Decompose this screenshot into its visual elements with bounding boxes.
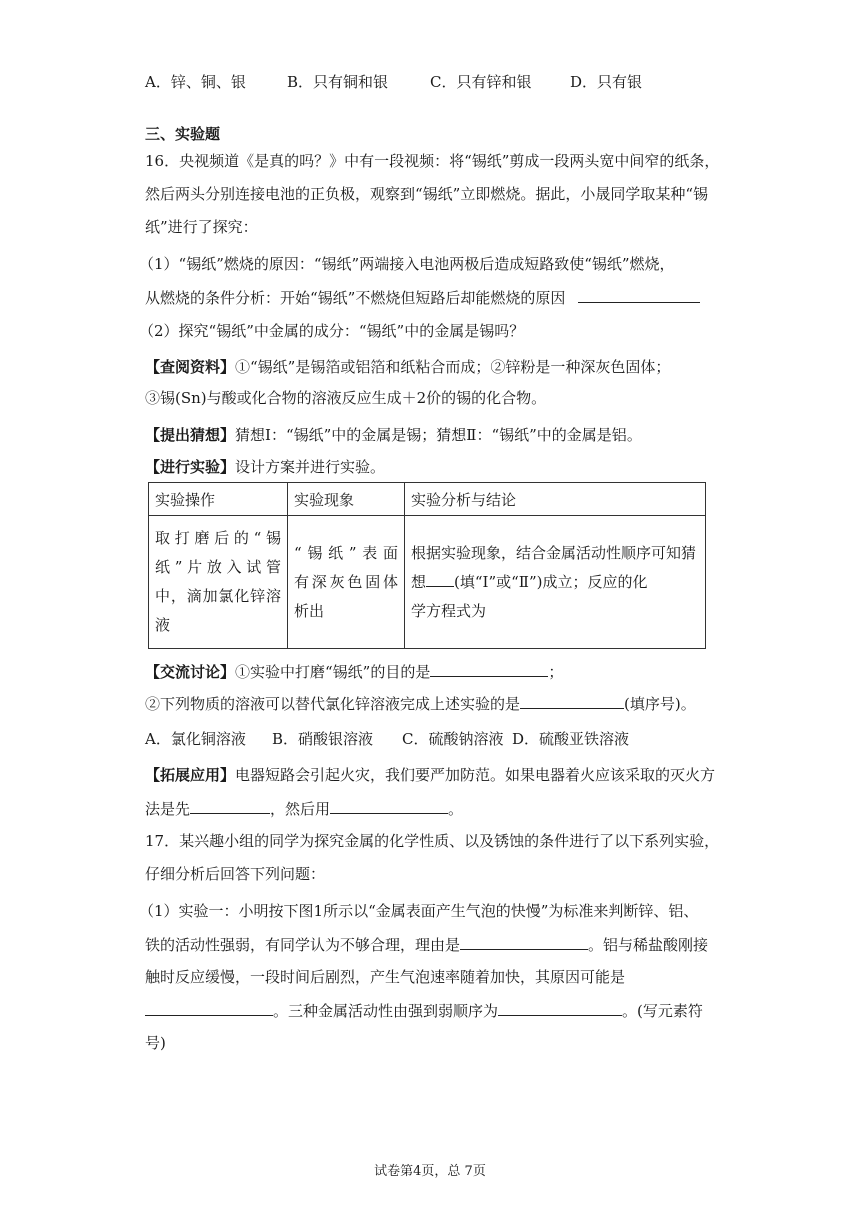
q16-stem-line-3: 纸”进行了探究： <box>145 218 258 236</box>
experiment-text: 设计方案并进行实验。 <box>235 458 386 476</box>
q16-hypothesis <box>145 424 642 446</box>
answer-blank-activity-order[interactable] <box>498 999 622 1016</box>
table-row <box>149 516 706 649</box>
q16-info-line-1 <box>145 356 670 378</box>
experiment-label: 【进行实验】 <box>145 458 236 476</box>
answer-blank-cause[interactable] <box>145 999 273 1016</box>
q15-option-b: B．只有铜和银 <box>287 73 389 91</box>
q15-option-a: A．锌、铜、银 <box>145 73 246 91</box>
discussion-text-a: ①实验中打磨“锡纸”的目的是 <box>235 663 431 681</box>
application-label: 【拓展应用】 <box>145 766 236 784</box>
q16-stem-line-1: 16．央视频道《是真的吗？》中有一段视频：将“锡纸”剪成一段两头宽中间窄的纸条， <box>145 152 720 170</box>
table-cell-phenomenon <box>288 516 405 649</box>
conclusion-line-2 <box>411 568 699 597</box>
q17-part1-line-3: 触时反应缓慢，一段时间后剧烈，产生气泡速率随着加快，其原因可能是 <box>145 968 626 986</box>
q17-part1-line-5: 号) <box>145 1034 166 1052</box>
answer-blank-reason[interactable] <box>460 933 588 950</box>
page-footer: 试卷第4页，总 7页 <box>374 1164 486 1179</box>
q17-part1-line-2 <box>145 933 708 956</box>
q17-stem-line-2: 仔细分析后回答下列问题： <box>145 865 326 883</box>
discussion-text-a-end: ； <box>548 663 564 681</box>
answer-blank-substitute[interactable] <box>520 692 624 709</box>
table-header-phenomenon: 实验现象 <box>288 483 405 516</box>
application-text-b3: 。 <box>448 800 464 818</box>
disc-option-c: C．硫酸钠溶液 <box>402 730 504 748</box>
disc-option-b: B．硝酸银溶液 <box>272 730 374 748</box>
application-text-a: 电器短路会引起火灾，我们要严加防范。如果电器着火应该采取的灭火方 <box>235 766 716 784</box>
application-text-b2: ，然后用 <box>270 800 331 818</box>
conclusion-line-3: 学方程式为 <box>411 601 487 620</box>
q17-part1-text-b2: 。铝与稀盐酸刚接 <box>588 936 709 954</box>
answer-blank-first-step[interactable] <box>190 797 270 814</box>
table-header-conclusion: 实验分析与结论 <box>405 483 706 516</box>
q16-discussion-line-2 <box>145 692 696 715</box>
q16-stem-line-2: 然后两头分别连接电池的正负极，观察到“锡纸”立即燃烧。据此，小晟同学取某种“锡 <box>145 185 709 203</box>
disc-option-a: A．氯化铜溶液 <box>145 730 246 748</box>
discussion-text-b-end: (填序号)。 <box>624 695 696 713</box>
experiment-table <box>148 482 706 649</box>
hypothesis-text: 猜想Ⅰ：“锡纸”中的金属是锡；猜想Ⅱ：“锡纸”中的金属是铝。 <box>235 426 642 444</box>
answer-blank-burn-reason[interactable] <box>578 286 700 303</box>
table-cell-operation <box>149 516 288 649</box>
table-cell-conclusion <box>405 516 706 649</box>
q15-option-c: C．只有锌和银 <box>430 73 532 91</box>
q16-part1-text: 从燃烧的条件分析：开始“锡纸”不燃烧但短路后却能燃烧的原因 <box>145 289 566 307</box>
q17-part1-line-1: （1）实验一：小明按下图1所示以“金属表面产生气泡的快慢”为标准来判断锌、铝、 <box>139 902 699 920</box>
conclusion-line-1: 根据实验现象，结合金属活动性顺序可知猜 <box>411 543 697 562</box>
operation-line-2: 纸”片放入试管 <box>155 558 281 576</box>
phenomenon-line-1: “锡纸”表面 <box>294 543 398 562</box>
q16-info-line-2: ③锡(Sn)与酸或化合物的溶液反应生成＋2价的锡的化合物。 <box>145 389 547 407</box>
q16-part1-line-2 <box>145 286 700 309</box>
phenomenon-line-2: 有深灰色固体 <box>294 572 398 591</box>
application-text-b1: 法是先 <box>145 800 191 818</box>
operation-line-3: 中，滴加氯化锌溶 <box>155 587 281 605</box>
q16-discussion-line-1 <box>145 660 563 683</box>
answer-blank-extinguish-with[interactable] <box>330 797 448 814</box>
q17-part1-text-d2: 。(写元素符 <box>622 1002 703 1020</box>
q17-part1-line-4 <box>145 999 703 1022</box>
q17-stem-line-1: 17．某兴趣小组的同学为探究金属的化学性质、以及锈蚀的条件进行了以下系列实验， <box>145 832 720 850</box>
q16-part1-line-1: （1）“锡纸”燃烧的原因：“锡纸”两端接入电池两极后造成短路致使“锡纸”燃烧， <box>139 255 675 273</box>
q15-option-d: D．只有银 <box>570 73 643 91</box>
info-label: 【查阅资料】 <box>145 358 236 376</box>
info-text-a: ①“锡纸”是锡箔或铝箔和纸粘合而成；②锌粉是一种深灰色固体； <box>235 358 671 376</box>
discussion-label: 【交流讨论】 <box>145 663 236 681</box>
operation-line-4: 液 <box>155 616 171 634</box>
section-title: 三、实验题 <box>145 125 221 143</box>
conclusion-text-post: (填“Ⅰ”或“Ⅱ”)成立；反应的化 <box>454 572 648 591</box>
q16-experiment <box>145 456 385 478</box>
table-header-operation: 实验操作 <box>149 483 288 516</box>
q16-part2: （2）探究“锡纸”中金属的成分：“锡纸”中的金属是锡吗？ <box>139 322 525 340</box>
phenomenon-line-3: 析出 <box>294 601 325 620</box>
disc-option-d: D．硫酸亚铁溶液 <box>512 730 630 748</box>
answer-blank-polish-purpose[interactable] <box>430 660 548 677</box>
operation-line-1: 取打磨后的“锡 <box>155 529 281 547</box>
table-header-row <box>149 483 706 516</box>
discussion-text-b: ②下列物质的溶液可以替代氯化锌溶液完成上述实验的是 <box>145 695 521 713</box>
hypothesis-label: 【提出猜想】 <box>145 426 236 444</box>
answer-blank-hypothesis[interactable] <box>426 570 454 587</box>
q16-application-line-2 <box>145 797 463 820</box>
q16-application-line-1 <box>145 764 715 786</box>
q17-part1-text-d1: 。三种金属活动性由强到弱顺序为 <box>273 1002 499 1020</box>
q17-part1-text-b1: 铁的活动性强弱，有同学认为不够合理，理由是 <box>145 936 461 954</box>
conclusion-text-pre: 想 <box>411 572 427 591</box>
